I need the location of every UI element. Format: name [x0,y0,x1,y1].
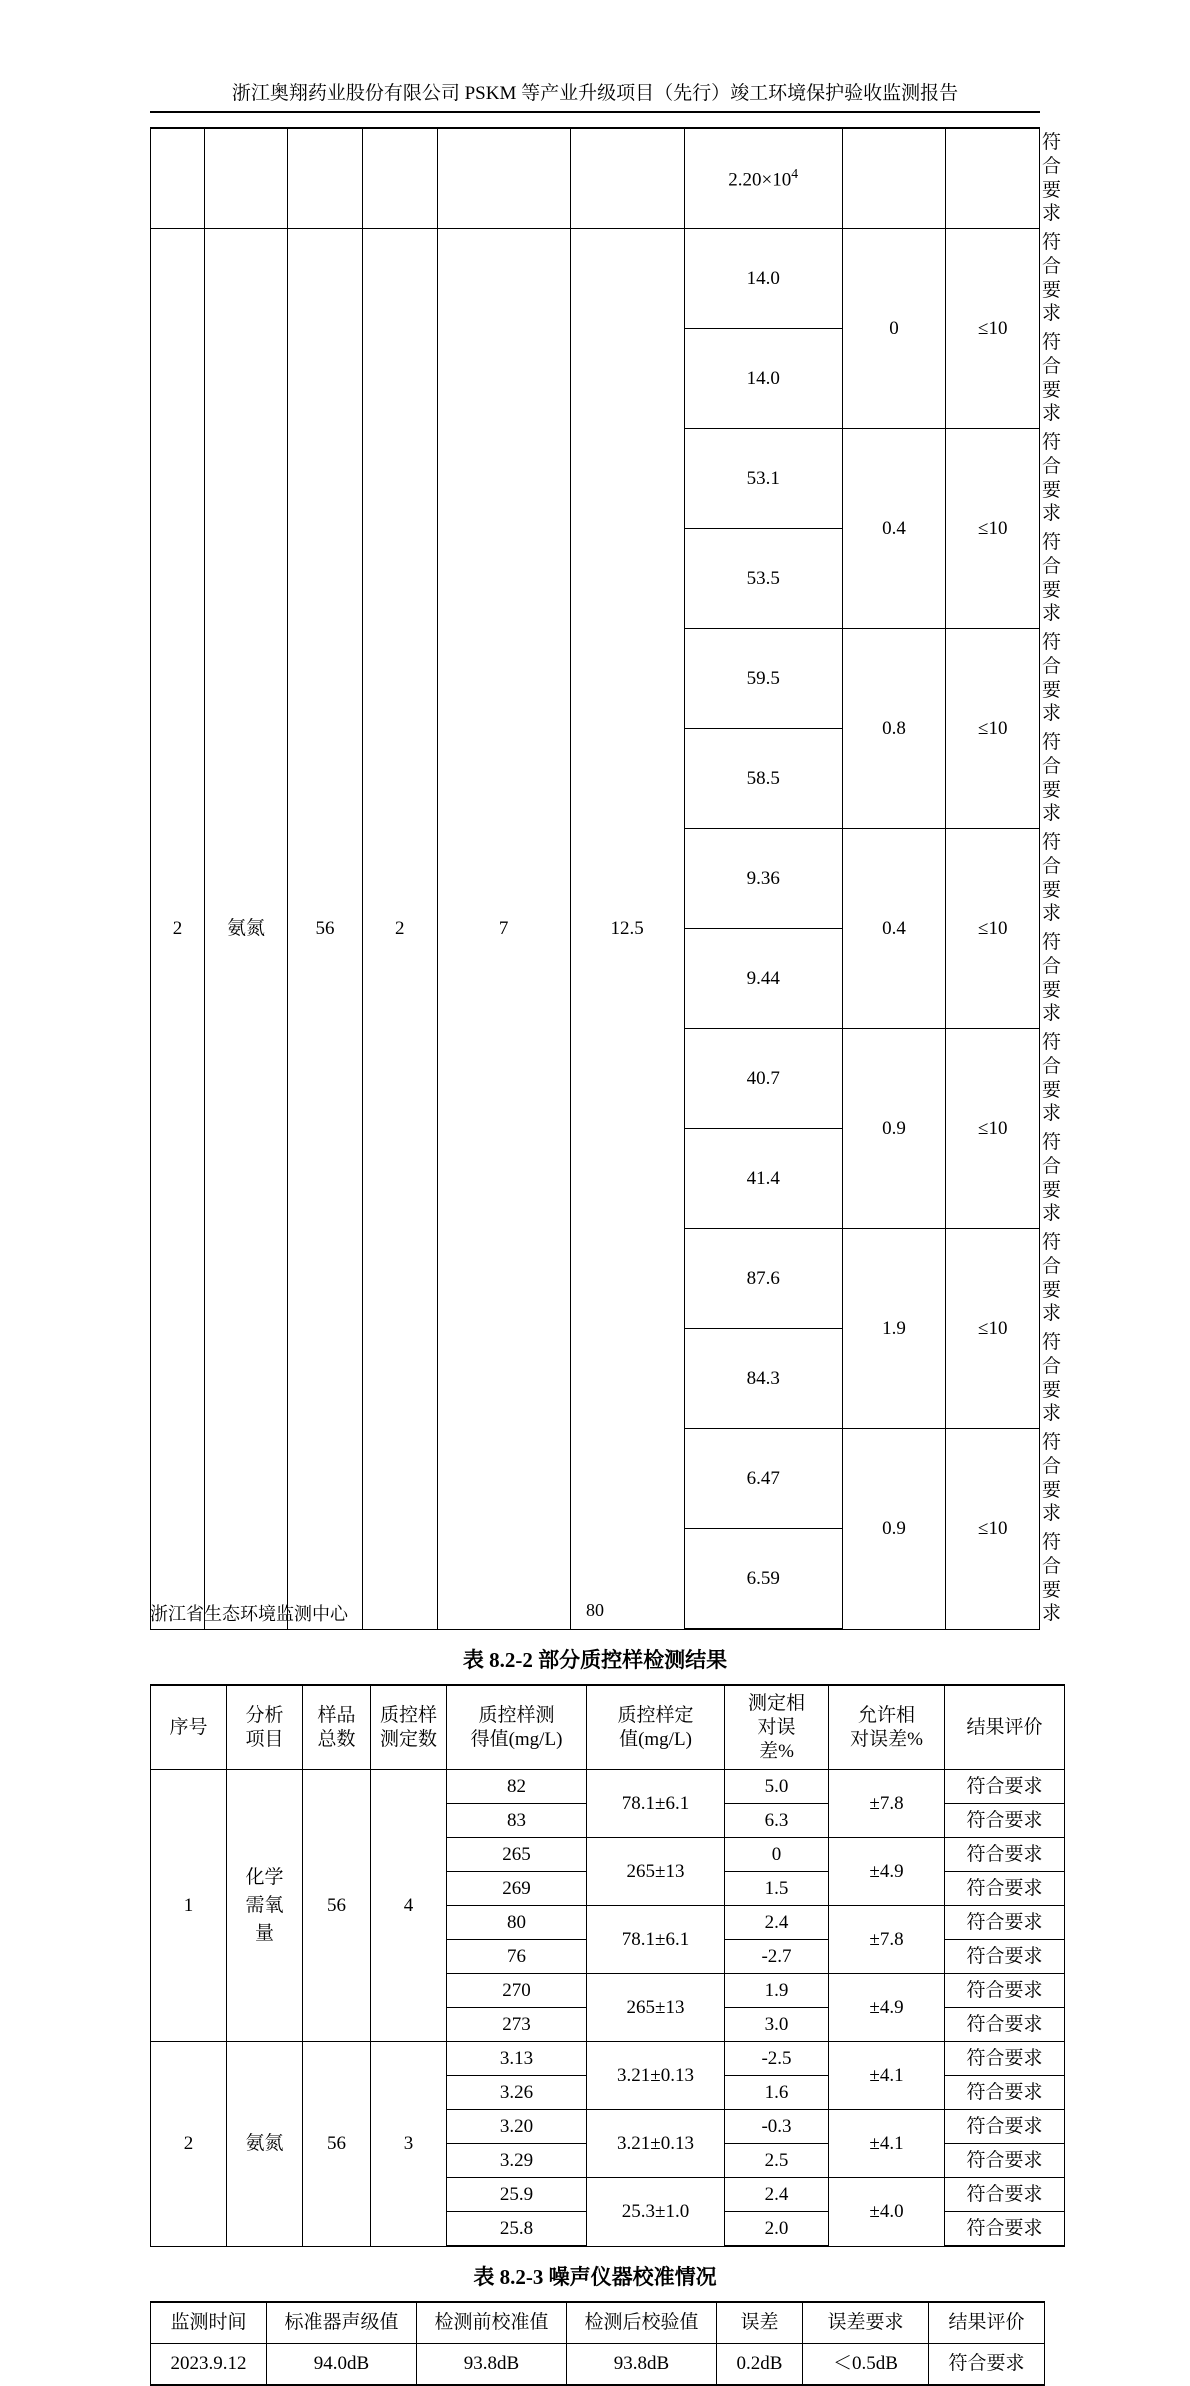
cell-measured: 82 [447,1770,587,1804]
cell-blank-2 [205,128,288,229]
cell-measured: 3.26 [447,2076,587,2110]
cell-diff: 0.9 [842,1429,946,1630]
cell-certified: 265±13 [587,1838,725,1906]
cell-group-no: 1 [151,1770,227,2042]
cell-group-item: 氨氮 [227,2042,303,2247]
col-header-measured-line2: 得值(mg/L) [470,1728,563,1750]
cell-error: 2.0 [725,2212,829,2247]
group-item-line3: 量 [254,1922,274,1944]
cell-measured-value: 58.5 [684,729,842,829]
cell-error-requirement: ＜0.5dB [803,2344,929,2386]
cell-error: -0.3 [725,2110,829,2144]
cell-blank-4 [362,128,437,229]
col-header-result: 结果评价 [945,1685,1065,1770]
cell-group-no: 2 [151,2042,227,2247]
col-header-monitor-time: 监测时间 [151,2302,267,2344]
cell-group-col5: 7 [437,229,570,1630]
cell-measured-value: 59.5 [684,629,842,729]
page-footer [150,1600,1040,1624]
cell-result: 符合要求 [945,1906,1065,1940]
cell-result: 符合要求 [945,2178,1065,2212]
cell-measured-value: 41.4 [684,1129,842,1229]
cell-allow: ±4.0 [829,2178,945,2247]
cell-result: 符合要求 [945,1804,1065,1838]
table-header-row [151,1685,1065,1770]
cell-allow: ±4.1 [829,2110,945,2178]
group-item-line2: 需氧 [245,1894,284,1916]
footer-page-number: 80 [586,1600,604,1620]
cell-result: 符合要求 [945,1974,1065,2008]
cell-allow: ±4.9 [829,1838,945,1906]
cell-allow: ≤10 [946,1029,1040,1229]
cell-error: 0 [725,1838,829,1872]
cell-measured: 270 [447,1974,587,2008]
table-row: 6.59 符合要求 [151,1529,1040,1630]
col-header-item-line2: 项目 [245,1728,284,1750]
cell-result: 符合要求 [945,2144,1065,2178]
cell-certified: 3.21±0.13 [587,2110,725,2178]
cell-group-item [227,1770,303,2042]
col-header-total [303,1685,371,1770]
table-row: 2 氨氮 56 2 7 12.5 14.0 0 ≤10 符合要求 [151,229,1040,329]
cell-group-total: 56 [303,1770,371,2042]
page-header: 浙江奥翔药业股份有限公司 PSKM 等产业升级项目（先行）竣工环境保护验收监测报告 [150,0,1040,113]
cell-measured-value: 40.7 [684,1029,842,1129]
cell-measured: 83 [447,1804,587,1838]
table-header-row [151,2302,1045,2344]
cell-diff: 0 [842,229,946,429]
cell-group-total: 56 [303,2042,371,2247]
cell-blank-6 [570,128,684,229]
group-item-line1: 化学 [245,1867,284,1889]
col-header-total-line1: 样品 [317,1704,356,1726]
cell-measured: 273 [447,2008,587,2042]
col-header-post-calibration: 检测后校验值 [567,2302,717,2344]
col-header-item-line1: 分析 [245,1704,284,1726]
cell-result: 符合要求 [945,1940,1065,1974]
col-header-allow [829,1685,945,1770]
col-header-measured-line1: 质控样测 [478,1704,555,1726]
cell-result: 符合要求 [929,2344,1045,2386]
cell-group-total: 56 [288,229,363,1630]
cell-error: 1.6 [725,2076,829,2110]
cell-measured: 3.13 [447,2042,587,2076]
value-exponent: 4 [791,165,799,181]
cell-blank-1 [151,128,205,229]
col-header-count-line1: 质控样 [379,1704,437,1726]
cell-group-col6: 12.5 [570,229,684,1630]
col-header-no: 序号 [151,1685,227,1770]
table-noise-instrument-calibration [150,2301,1045,2386]
col-header-allow-line2: 对误差% [850,1728,923,1750]
cell-measured-value: 87.6 [684,1229,842,1329]
cell-measured: 25.9 [447,2178,587,2212]
cell-error: 5.0 [725,1770,829,1804]
cell-error: 0.2dB [717,2344,803,2386]
table-row: 40.7 0.9 ≤10 符合要求 [151,1029,1040,1129]
cell-allow: ≤10 [946,229,1040,429]
col-header-error-line1: 测定相 [747,1693,805,1714]
cell-group-no: 2 [151,229,205,1630]
cell-measured-value: 53.5 [684,529,842,629]
cell-error: 2.5 [725,2144,829,2178]
cell-measured-value: 9.36 [684,829,842,929]
table-row: 6.47 0.9 ≤10 符合要求 [151,1429,1040,1529]
cell-measured: 3.29 [447,2144,587,2178]
col-header-error: 误差 [717,2302,803,2344]
cell-standard-level: 94.0dB [267,2344,417,2386]
cell-measured: 76 [447,1940,587,1974]
cell-measured: 265 [447,1838,587,1872]
cell-allow: ±7.8 [829,1770,945,1838]
table-row: 58.5 符合要求 [151,729,1040,829]
cell-result: 符合要求 [945,2110,1065,2144]
cell-measured-value: 14.0 [684,329,842,429]
cell-measured: 3.20 [447,2110,587,2144]
table-row: 87.6 1.9 ≤10 符合要求 [151,1229,1040,1329]
col-header-measured [447,1685,587,1770]
cell-result: 符合要求 [945,2042,1065,2076]
cell-certified: 265±13 [587,1974,725,2042]
col-header-result: 结果评价 [929,2302,1045,2344]
cell-blank-3 [288,128,363,229]
cell-diff [842,128,946,229]
cell-result: 符合要求 [945,2076,1065,2110]
cell-monitor-time: 2023.9.12 [151,2344,267,2386]
cell-allow: ≤10 [946,1229,1040,1429]
cell-allow: ≤10 [946,829,1040,1029]
cell-error: 3.0 [725,2008,829,2042]
cell-measured-value: 53.1 [684,429,842,529]
cell-error: 2.4 [725,1906,829,1940]
cell-measured-value [684,128,842,229]
cell-pre-calibration: 93.8dB [417,2344,567,2386]
cell-error: -2.5 [725,2042,829,2076]
cell-diff: 0.4 [842,829,946,1029]
value-text: 2.20×10 [728,169,792,191]
col-header-allow-line1: 允许相 [857,1704,915,1726]
cell-error: 2.4 [725,2178,829,2212]
cell-measured-value: 6.47 [684,1429,842,1529]
cell-error: -2.7 [725,1940,829,1974]
table-row: 84.3 符合要求 [151,1329,1040,1429]
cell-post-calibration: 93.8dB [567,2344,717,2386]
cell-allow: ±4.1 [829,2042,945,2110]
cell-measured: 80 [447,1906,587,1940]
table-quality-control-continued [150,127,1062,1630]
col-header-total-line2: 总数 [317,1728,356,1750]
table-row: 9.36 0.4 ≤10 符合要求 [151,829,1040,929]
table-row: 14.0 符合要求 [151,329,1040,429]
table-partial-qc-results [150,1684,1065,2247]
col-header-certified-line2: 值(mg/L) [619,1728,692,1750]
cell-measured: 269 [447,1872,587,1906]
cell-allow: ≤10 [946,429,1040,629]
table-row [151,1770,1065,1804]
col-header-error-line2: 对误 [757,1716,796,1738]
cell-measured-value: 14.0 [684,229,842,329]
cell-result: 符合要求 [945,1872,1065,1906]
col-header-pre-calibration: 检测前校准值 [417,2302,567,2344]
cell-result: 符合要求 [945,2008,1065,2042]
cell-result: 符合要求 [945,2212,1065,2247]
table-row: 53.5 符合要求 [151,529,1040,629]
cell-allow: ≤10 [946,1429,1040,1630]
col-header-count-line2: 测定数 [379,1728,437,1750]
cell-diff: 0.4 [842,429,946,629]
table-row: 9.44 符合要求 [151,929,1040,1029]
cell-allow: ≤10 [946,629,1040,829]
col-header-item [227,1685,303,1770]
col-header-count [371,1685,447,1770]
cell-measured: 25.8 [447,2212,587,2247]
table-row [151,2042,1065,2076]
cell-error: 6.3 [725,1804,829,1838]
table-row: 41.4 符合要求 [151,1129,1040,1229]
col-header-certified-line1: 质控样定 [617,1704,694,1726]
cell-error: 1.9 [725,1974,829,2008]
cell-certified: 25.3±1.0 [587,2178,725,2247]
cell-blank-5 [437,128,570,229]
cell-certified: 78.1±6.1 [587,1770,725,1838]
cell-group-count: 3 [371,2042,447,2247]
footer-organization: 浙江省生态环境监测中心 [150,1604,348,1624]
cell-allow [946,128,1040,229]
cell-diff: 0.8 [842,629,946,829]
col-header-standard-level: 标准器声级值 [267,2302,417,2344]
cell-diff: 0.9 [842,1029,946,1229]
col-header-error-requirement: 误差要求 [803,2302,929,2344]
table-row: $2.20\times 10^4$ 符合要求 [151,128,1040,229]
cell-allow: ±7.8 [829,1906,945,1974]
col-header-error-line3: 差% [759,1740,794,1762]
cell-measured-value: 84.3 [684,1329,842,1429]
cell-measured-value: 9.44 [684,929,842,1029]
cell-certified: 3.21±0.13 [587,2042,725,2110]
col-header-error [725,1685,829,1770]
cell-result: 符合要求 [945,1838,1065,1872]
table-caption-8-2-3: 表 8.2-3 噪声仪器校准情况 [473,2265,717,2290]
table-row: 59.5 0.8 ≤10 符合要求 [151,629,1040,729]
cell-result: 符合要求 [945,1770,1065,1804]
cell-certified: 78.1±6.1 [587,1906,725,1974]
cell-error: 1.5 [725,1872,829,1906]
table-row [151,2344,1045,2386]
cell-group-item: 氨氮 [205,229,288,1630]
cell-group-count: 2 [362,229,437,1630]
table-caption-8-2-2: 表 8.2-2 部分质控样检测结果 [462,1648,728,1672]
cell-allow: ±4.9 [829,1974,945,2042]
cell-measured-value: 6.59 [684,1529,842,1630]
table-row: 53.1 0.4 ≤10 符合要求 [151,429,1040,529]
col-header-certified [587,1685,725,1770]
cell-diff: 1.9 [842,1229,946,1429]
cell-group-count: 4 [371,1770,447,2042]
